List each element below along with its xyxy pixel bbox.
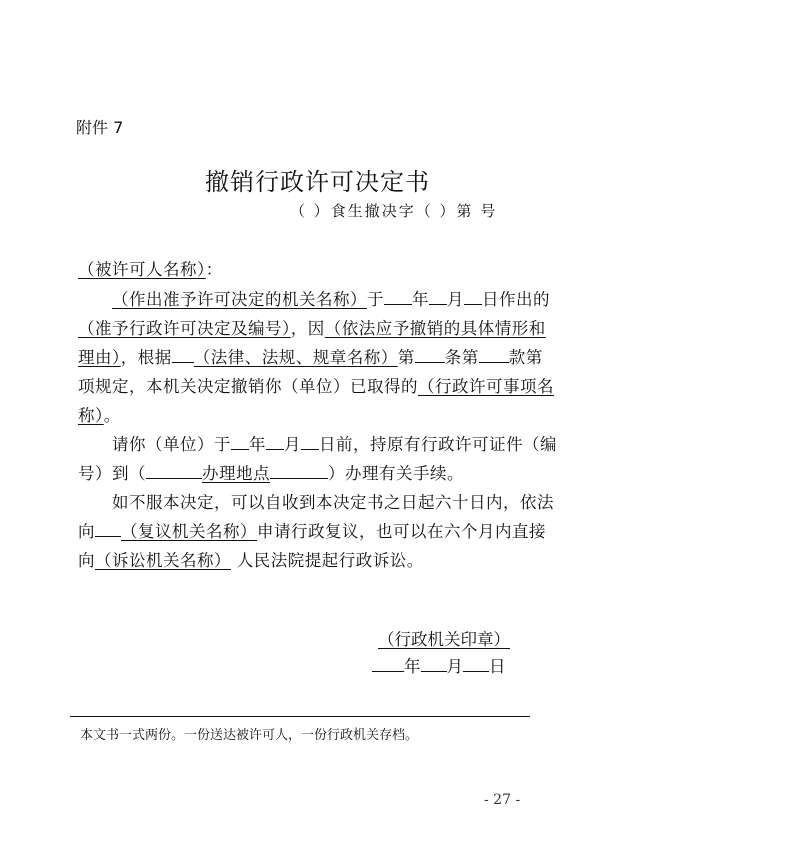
p1-text: 。 (103, 406, 121, 425)
p2-line-2 (78, 460, 464, 484)
blank-article (415, 345, 445, 363)
seal-placeholder: （行政机关印章） (378, 630, 510, 649)
p2-line-1 (112, 431, 557, 455)
blank-month (266, 432, 284, 450)
addressee-colon: ： (205, 260, 223, 279)
blank-pad (270, 461, 328, 479)
date-month: 月 (446, 657, 463, 676)
p1-line-3 (78, 344, 543, 368)
issuing-authority: （作出准予许可决定的机关名称） (112, 290, 367, 309)
p1-text: 款第 (508, 348, 543, 367)
blank-month (429, 287, 447, 305)
p3-line-2 (78, 518, 546, 542)
document-number: （ ）食生撤决字（ ）第 号 (290, 202, 498, 220)
revocation-reason-cont: 理由） (78, 348, 121, 367)
blank-month (421, 654, 447, 672)
p2-text: 年 (249, 435, 266, 454)
revocation-reason: （依法应予撤销的具体情形和 (324, 319, 546, 338)
review-authority: （复议机关名称） (121, 522, 257, 541)
license-decision: （准予行政许可决定及编号） (78, 319, 291, 338)
p3-text: 向 (78, 551, 95, 570)
footnote-divider (70, 716, 530, 717)
date-year: 年 (404, 657, 421, 676)
p1-line-4 (78, 373, 554, 397)
p2-text: 日前，持原有行政许可证件（编 (319, 435, 557, 454)
blank-pad (172, 345, 194, 363)
law-name: （法律、法规、规章名称） (193, 348, 398, 367)
p2-text: 月 (284, 435, 301, 454)
blank-year (384, 287, 412, 305)
p3-text: 申请行政复议，也可以在六个月内直接 (257, 522, 546, 541)
license-item: （行政许可事项名 (418, 377, 554, 396)
addressee-name: （被许可人名称） (78, 260, 206, 279)
p1-line-5 (78, 402, 121, 426)
blank-day (301, 432, 319, 450)
addressee-line (78, 256, 223, 280)
footnote: 本文书一式两份。一份送达被许可人，一份行政机关存档。 (80, 728, 419, 743)
blank-pad (95, 519, 121, 537)
p3-line-3 (78, 547, 424, 571)
p3-line-1: 如不服本决定，可以自收到本决定书之日起六十日内，依法 (112, 493, 554, 512)
attachment-label: 附件 7 (76, 118, 124, 137)
document-title: 撤销行政许可决定书 (205, 168, 430, 196)
p1-text: 月 (447, 290, 464, 309)
court-authority: （诉讼机关名称） (95, 551, 231, 570)
blank-pad (146, 461, 202, 479)
p1-text: 于 (367, 290, 384, 309)
blank-clause (479, 345, 509, 363)
signature-date (372, 653, 506, 677)
p1-text: 条第 (444, 348, 479, 367)
office-location: 办理地点 (202, 464, 270, 483)
p1-text: ，因 (290, 319, 325, 338)
p2-text: 号）到（ (78, 464, 146, 483)
page-number: - 27 - (484, 792, 521, 808)
blank-year (231, 432, 249, 450)
date-day: 日 (489, 657, 506, 676)
p1-text: 第 (397, 348, 415, 367)
p1-text: 年 (412, 290, 429, 309)
p2-text: ）办理有关手续。 (328, 464, 464, 483)
p1-text: 项规定，本机关决定撤销你（单位）已取得的 (78, 377, 418, 396)
blank-day (463, 654, 489, 672)
p1-text: 日作出的 (482, 290, 550, 309)
p1-line-1 (112, 286, 550, 310)
blank-year (372, 654, 404, 672)
p2-text: 请你（单位）于 (112, 435, 231, 454)
p1-line-2 (78, 315, 546, 339)
blank-day (464, 287, 482, 305)
license-item-cont: 称） (78, 406, 104, 425)
p3-text: 向 (78, 522, 95, 541)
p1-text: ，根据 (120, 348, 172, 367)
p3-text: 人民法院提起行政诉讼。 (231, 551, 424, 570)
